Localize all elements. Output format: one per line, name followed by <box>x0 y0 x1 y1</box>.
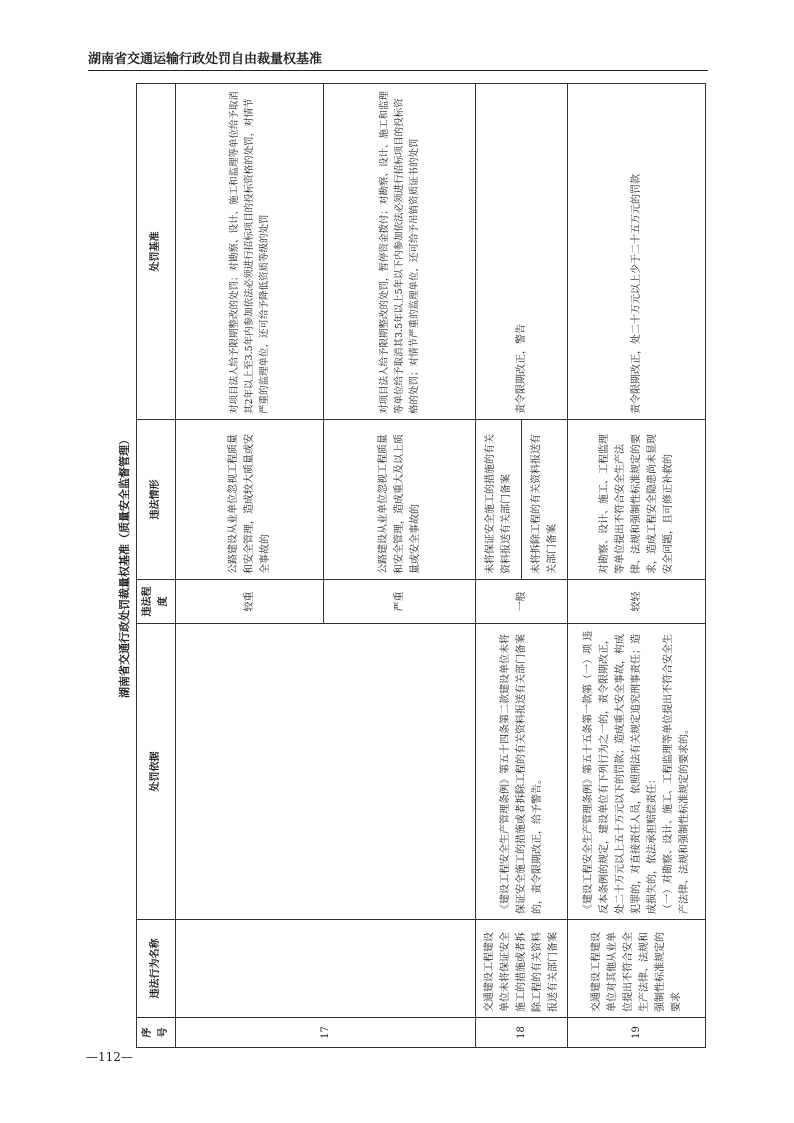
col-header-situation: 违法情形 <box>137 420 176 580</box>
violation-degree: 较重 <box>176 580 324 624</box>
col-header-degree: 违法程度 <box>137 580 176 624</box>
col-header-no: 序号 <box>137 1018 176 1048</box>
violation-situation: 公路建设从业单位忽视工程质量和安全管理，造成重大及以上质量或安全事故的 <box>324 420 476 580</box>
violation-degree: 较轻 <box>568 580 706 624</box>
table-header-row <box>137 84 176 1048</box>
penalty-standard-table <box>136 83 706 1048</box>
penalty-basis: 《建设工程安全生产管理条例》第五十五条第一款第（一）项 违反本条例的规定，建设单位有下列行为之一的，责令限期改正，处二十万元以上五十万元以下的罚款；造成重大安全事故，构成犯罪的，对直接责任人员，依照刑法有关规定追究刑事责任；造成损失的，依法承担赔偿责任： （一）对勘察、设计、施工、工程监理等单位提出不符合安全生产法律、法规和强制性标准规定的要求的。 <box>568 624 706 920</box>
rotated-table-container <box>114 84 706 1048</box>
header-rule <box>88 70 708 71</box>
table-row <box>568 84 706 1048</box>
penalty-basis: 《建设工程安全生产管理条例》第五十四条第二款建设单位未将保证安全施工的措施或者拆除工程的有关资料报送有关部门备案的，责令限期改正，给予警告。 <box>476 624 568 920</box>
violation-situation: 未将保证安全施工的措施的有关资料报送有关部门备案 <box>476 420 522 580</box>
table-row <box>176 84 324 1048</box>
violation-name <box>176 920 476 1018</box>
page-number: —112— <box>86 1050 133 1064</box>
penalty-basis <box>176 624 476 920</box>
violation-situation: 公路建设从业单位忽视工程质量和安全管理，造成较大质量或安全事故的 <box>176 420 324 580</box>
violation-situation: 未将拆除工程的有关资料报送有关部门备案 <box>522 420 568 580</box>
violation-situation: 对勘察、设计、施工、工程监理等单位提出不符合安全生产法律、法规和强制性标准规定的要求，造成工程安全隐患尚未显现安全问题，且可修正补救的 <box>568 420 706 580</box>
col-header-penalty: 处罚基准 <box>137 84 176 420</box>
penalty-standard: 对项目法人给予限期整改的处罚；对勘察、设计、施工和监理等单位给予取消其2年以上至3.5年内参加依法必须进行招标项目的投标资格的处罚，对情节严重的监理单位，还可给予降低资质等级的处罚 <box>176 84 324 420</box>
row-no: 18 <box>476 1018 568 1048</box>
violation-name: 交通建设工程建设单位未将保证安全施工的措施或者拆除工程的有关资料报送有关部门备案 <box>476 920 568 1018</box>
col-header-name: 违法行为名称 <box>137 920 176 1018</box>
violation-degree: 一般 <box>476 580 568 624</box>
violation-degree: 严重 <box>324 580 476 624</box>
table-caption: 湖南省交通行政处罚裁量权基准（质量安全监督管理） <box>118 434 131 698</box>
col-header-basis: 处罚依据 <box>137 624 176 920</box>
table-row <box>476 84 522 1048</box>
row-no: 19 <box>568 1018 706 1048</box>
penalty-standard: 责令限期改正，警告 <box>476 84 568 420</box>
penalty-standard: 对项目法人给予限期整改的处罚，暂停资金拨付；对勘察、设计、施工和监理等单位给予取消其3.5年以上5年以下内参加依法必须进行招标项目的投标资格的处罚；对情节严重的监理单位，还可给予吊销资质证书的处罚 <box>324 84 476 420</box>
running-header: 湖南省交通运输行政处罚自由裁量权基准 <box>88 52 323 67</box>
violation-name: 交通建设工程建设单位对其他从业单位提出不符合安全生产法律、法规和强制性标准规定的要求 <box>568 920 706 1018</box>
row-no: 17 <box>176 1018 476 1048</box>
penalty-standard: 责令限期改正，处二十万元以上少于二十五万元的罚款 <box>568 84 706 420</box>
